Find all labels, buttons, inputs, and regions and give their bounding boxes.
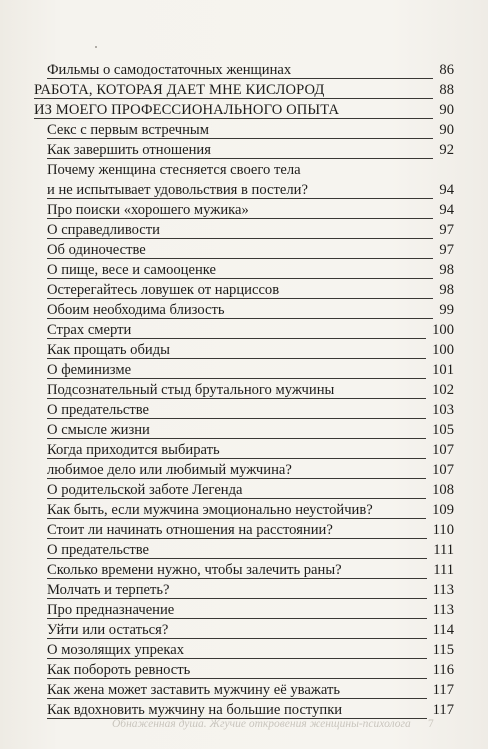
toc-entry: [34, 480, 454, 500]
toc-entry-title: О предательстве: [47, 542, 150, 558]
toc-entry-title: О справедливости: [47, 222, 160, 238]
toc-entry-title: Как побороть ревность: [47, 662, 191, 678]
toc-underline: [34, 118, 433, 119]
toc-entry-title: Как быть, если мужчина эмоционально неустойчив?: [47, 502, 373, 518]
toc-entry-title: О предательстве: [47, 402, 150, 418]
toc-page-number: 117: [432, 682, 454, 698]
toc-entry: [34, 580, 454, 600]
toc-underline: [47, 138, 433, 139]
toc-page-number: 92: [439, 142, 454, 158]
toc-entry: [34, 700, 454, 720]
toc-page-number: 100: [432, 342, 454, 358]
toc-page-number: 117: [432, 702, 454, 718]
toc-entry-title: О родительской заботе Легенда: [47, 482, 243, 498]
toc-entry: [34, 300, 454, 320]
toc-entry: [34, 660, 454, 680]
toc-entry-title: Как жена может заставить мужчину её уважать: [47, 682, 341, 698]
toc-underline: [47, 498, 426, 499]
toc-page-number: 110: [432, 522, 454, 538]
toc-underline: [47, 458, 426, 459]
toc-page-number: 103: [432, 402, 454, 418]
toc-entry-title: Об одиночестве: [47, 242, 146, 258]
toc-entry: [34, 560, 454, 580]
toc-entry: [34, 500, 454, 520]
toc-section-heading: [34, 80, 454, 100]
toc-page-number: 94: [439, 202, 454, 218]
toc-underline: [47, 658, 427, 659]
toc-underline: [47, 618, 427, 619]
toc-entry-title: О пище, весе и самооценке: [47, 262, 216, 278]
toc-underline: [47, 538, 427, 539]
toc-underline: [47, 478, 426, 479]
toc-page-number: 113: [432, 602, 454, 618]
toc-page-number: 114: [432, 622, 454, 638]
toc-page-number: 100: [432, 322, 454, 338]
toc-section-heading: [34, 100, 454, 120]
toc-entry-title: Про предназначение: [47, 602, 175, 618]
toc-page-number: 98: [439, 282, 454, 298]
toc-entry: [34, 620, 454, 640]
toc-underline: [47, 578, 427, 579]
toc-page-number: 116: [432, 662, 454, 678]
toc-entry: [34, 140, 454, 160]
toc-underline: [47, 558, 427, 559]
toc-page-number: 97: [439, 222, 454, 238]
running-footer-title: Обнаженная душа. Жгучие откровения женщины-психолога: [112, 718, 411, 730]
table-of-contents: [34, 60, 454, 720]
toc-entry-title: Сколько времени нужно, чтобы залечить раны?: [47, 562, 342, 578]
toc-underline: [47, 318, 433, 319]
toc-underline: [47, 698, 427, 699]
toc-underline: [47, 598, 427, 599]
toc-underline: [47, 678, 427, 679]
toc-page-number: 111: [433, 562, 454, 578]
toc-entry-title: Фильмы о самодостаточных женщинах: [47, 62, 292, 78]
toc-underline: [47, 218, 433, 219]
toc-page-number: 113: [432, 582, 454, 598]
toc-entry-title: Когда приходится выбирать: [47, 442, 220, 458]
toc-entry-title: Как вдохновить мужчину на большие поступки: [47, 702, 343, 718]
toc-entry: [34, 680, 454, 700]
toc-entry: [34, 440, 454, 460]
toc-entry: [34, 320, 454, 340]
toc-entry-title: Про поиски «хорошего мужика»: [47, 202, 249, 218]
toc-entry-title: Обоим необходима близость: [47, 302, 225, 318]
toc-underline: [47, 638, 427, 639]
toc-entry: [34, 340, 454, 360]
toc-entry-title: любимое дело или любимый мужчина?: [47, 462, 292, 478]
toc-page-number: 88: [439, 82, 454, 98]
toc-underline: [47, 258, 433, 259]
toc-entry-title: Как завершить отношения: [47, 142, 211, 158]
toc-entry: [34, 120, 454, 140]
footer-page-number: 7: [428, 718, 434, 730]
toc-entry-title: О феминизме: [47, 362, 132, 378]
toc-entry: [34, 380, 454, 400]
toc-entry-title: Секс с первым встречным: [47, 122, 209, 138]
toc-entry-title: Страх смерти: [47, 322, 132, 338]
toc-entry: [34, 200, 454, 220]
toc-entry-title: Подсознательный стыд брутального мужчины: [47, 382, 335, 398]
toc-entry: [34, 400, 454, 420]
toc-underline: [47, 238, 433, 239]
toc-page-number: 99: [439, 302, 454, 318]
toc-page-number: 94: [439, 182, 454, 198]
toc-underline: [47, 358, 426, 359]
toc-entry-title-line2: и не испытывает удовольствия в постели?: [47, 182, 308, 198]
toc-entry: [34, 600, 454, 620]
toc-entry: [34, 260, 454, 280]
toc-page-number: 107: [432, 442, 454, 458]
toc-underline: [47, 398, 426, 399]
toc-underline: [47, 438, 426, 439]
toc-entry-title: Остерегайтесь ловушек от нарциссов: [47, 282, 280, 298]
toc-entry: [34, 160, 454, 200]
toc-page-number: 107: [432, 462, 454, 478]
toc-entry: [34, 540, 454, 560]
toc-entry: [34, 420, 454, 440]
toc-entry: [34, 640, 454, 660]
page-speck: [95, 46, 97, 48]
toc-entry-title: ИЗ МОЕГО ПРОФЕССИОНАЛЬНОГО ОПЫТА: [34, 102, 340, 118]
toc-page-number: 97: [439, 242, 454, 258]
toc-underline: [47, 298, 433, 299]
toc-underline: [47, 78, 433, 79]
toc-underline: [47, 338, 426, 339]
toc-page-number: 86: [439, 62, 454, 78]
toc-entry-title: О мозолящих упреках: [47, 642, 185, 658]
toc-page-number: 90: [439, 122, 454, 138]
toc-underline: [47, 158, 433, 159]
toc-entry: [34, 280, 454, 300]
toc-underline: [47, 378, 426, 379]
toc-entry-title: Уйти или остаться?: [47, 622, 169, 638]
toc-entry: [34, 220, 454, 240]
toc-entry: [34, 240, 454, 260]
toc-page-number: 111: [433, 542, 454, 558]
toc-entry: [34, 520, 454, 540]
toc-entry: [34, 360, 454, 380]
toc-entry-title: РАБОТА, КОТОРАЯ ДАЕТ МНЕ КИСЛОРОД: [34, 82, 325, 98]
toc-page-number: 109: [432, 502, 454, 518]
toc-entry-title: Стоит ли начинать отношения на расстоянии?: [47, 522, 333, 538]
toc-entry-title: О смысле жизни: [47, 422, 150, 438]
toc-underline: [47, 518, 426, 519]
toc-entry-title: Молчать и терпеть?: [47, 582, 170, 598]
toc-page-number: 115: [432, 642, 454, 658]
toc-page-number: 98: [439, 262, 454, 278]
toc-page-number: 108: [432, 482, 454, 498]
toc-underline: [34, 98, 433, 99]
toc-page-number: 102: [432, 382, 454, 398]
toc-page-number: 90: [439, 102, 454, 118]
toc-entry: [34, 60, 454, 80]
toc-entry: [34, 460, 454, 480]
toc-underline: [47, 278, 433, 279]
toc-underline: [47, 198, 433, 199]
toc-page-number: 101: [432, 362, 454, 378]
toc-page-number: 105: [432, 422, 454, 438]
toc-entry-title: Как прощать обиды: [47, 342, 170, 358]
toc-entry-title: Почему женщина стесняется своего тела: [47, 162, 301, 178]
toc-underline: [47, 418, 426, 419]
